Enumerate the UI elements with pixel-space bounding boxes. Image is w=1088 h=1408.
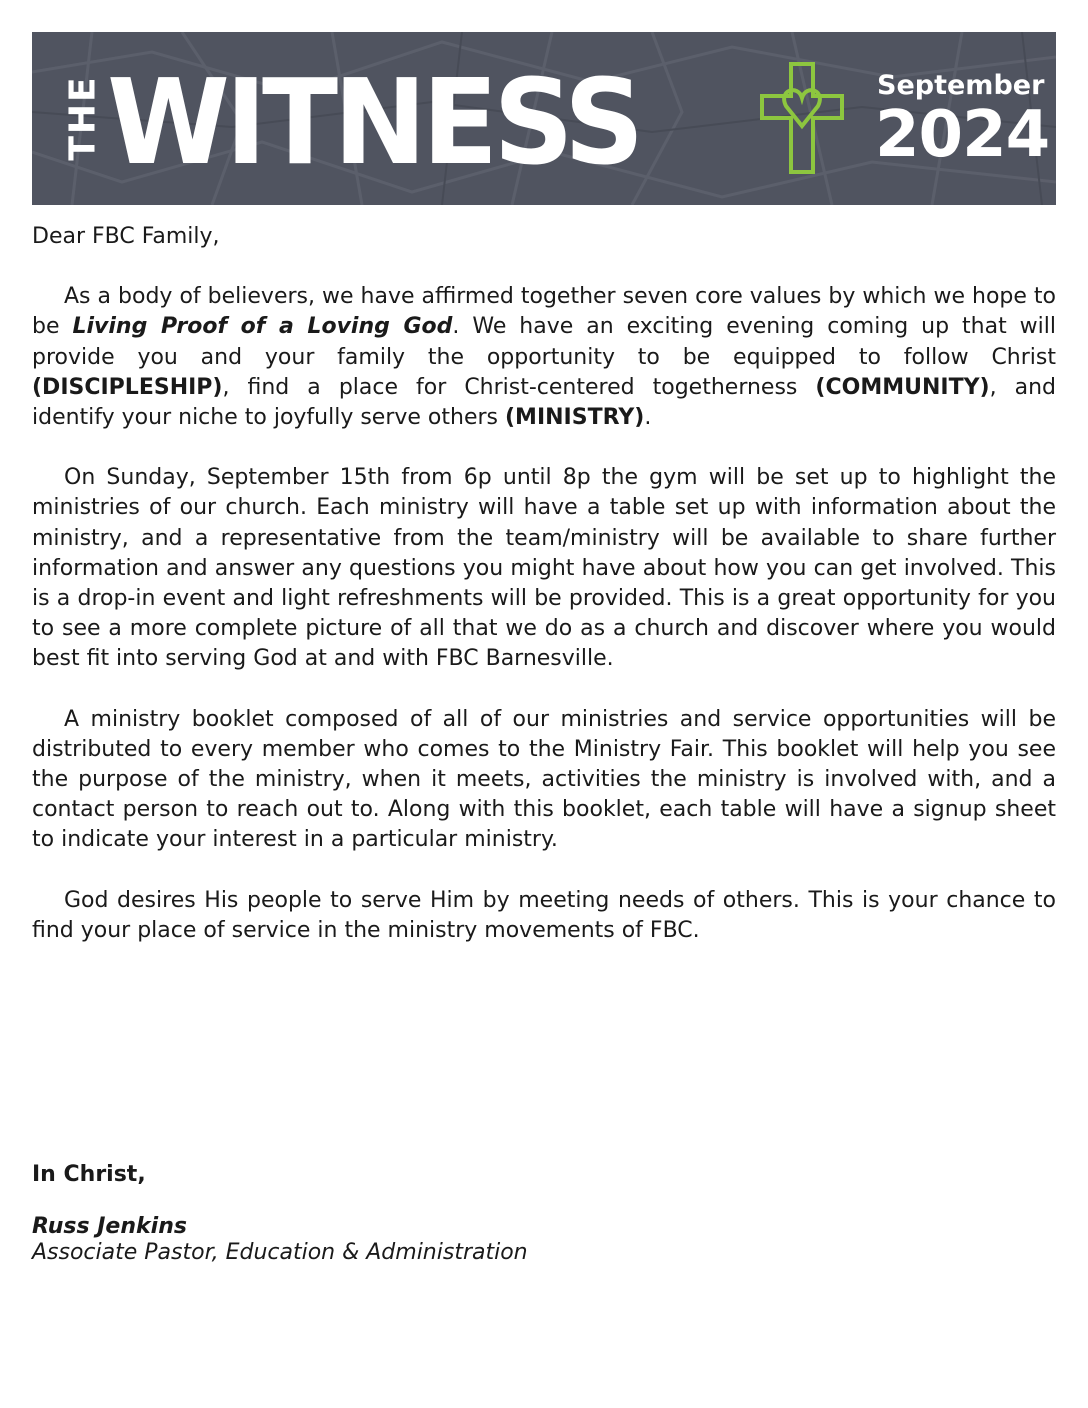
paragraph-call-to-serve: God desires His people to serve Him by meeting needs of others. This is your chance to find your place of service in the ministry movements of FBC. — [32, 887, 1056, 943]
masthead-banner — [32, 32, 1056, 205]
tagline: Living Proof of a Loving God — [72, 314, 453, 340]
issue-year: 2024 — [875, 98, 1050, 172]
issue-month: September — [877, 70, 1045, 101]
keyword-ministry: (MINISTRY) — [505, 405, 645, 431]
keyword-discipleship: (DISCIPLESHIP) — [32, 374, 223, 400]
closing: In Christ, — [32, 1162, 146, 1187]
paragraph-core-values: As a body of believers, we have affirmed together seven core values by which we hope to be Living Proof of a Loving God. We have an exciting evening coming up that will provide you and your family the opportunity to be equipped to follow Christ (DISCIPLESHIP), find a place for Christ-centered togetherness (COMMUNITY), and identify your niche to joyfully serve others (MINISTRY). — [32, 284, 1057, 431]
paragraph-event-details: On Sunday, September 15th from 6p until 8p the gym will be set up to highlight the ministries of our church. Each ministry will have a table set up with information about the ministry, and a representative from the team/ministry will be available to share further information and answer any questions you might have about how you can get involved. This is a drop-in event and light refreshments will be provided. This is a great opportunity for you to see a more complete picture of all that we do as a church and discover where you would best fit into serving God at and with FBC Barnesville. — [32, 465, 1056, 672]
cross-heart-icon — [758, 60, 846, 176]
keyword-community: (COMMUNITY) — [815, 374, 990, 400]
masthead-title: WITNESS — [107, 53, 640, 191]
paragraph-ministry-booklet: A ministry booklet composed of all of our ministries and service opportunities will be distributed to every member who comes to the Ministry Fair. This booklet will help you see the purpose of the ministry, when it meets, activities the ministry is involved with, and a contact person to reach out to. Along with this booklet, each table will have a signup sheet to indicate your interest in a particular ministry. — [32, 706, 1056, 853]
letter-body — [32, 222, 1056, 946]
salutation: Dear FBC Family, — [32, 224, 220, 249]
masthead-prefix: THE — [62, 75, 104, 161]
signature-title: Associate Pastor, Education & Administration — [32, 1240, 528, 1265]
signature-name: Russ Jenkins — [32, 1214, 187, 1239]
